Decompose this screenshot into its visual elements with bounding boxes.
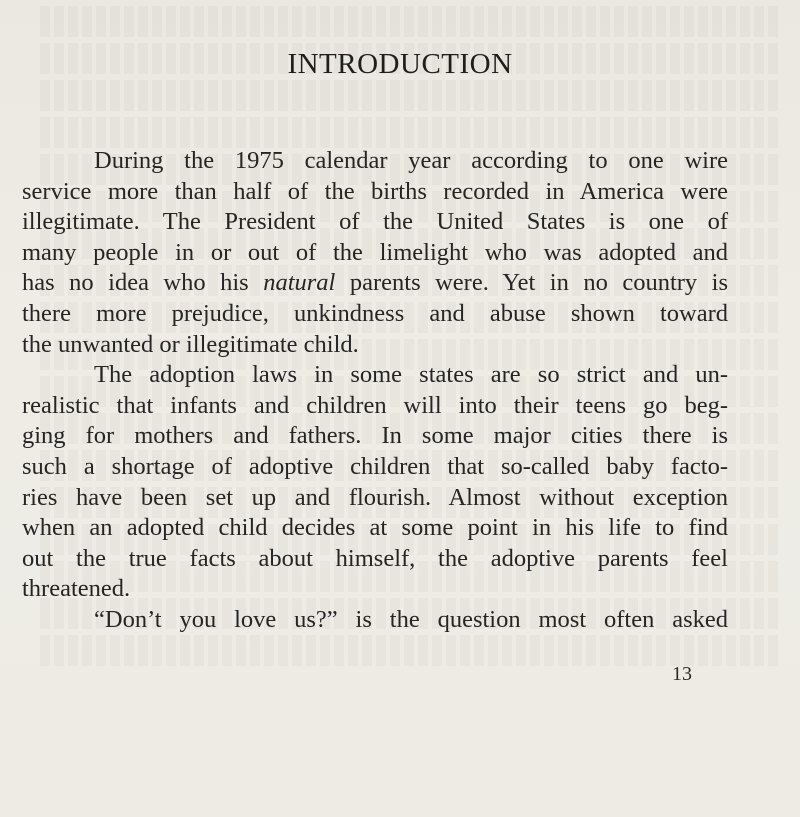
text-line: realistic that infants and children will into their teens go beg- xyxy=(22,391,728,419)
chapter-heading: INTRODUCTION xyxy=(287,48,513,80)
text-run: has no idea who his xyxy=(22,269,249,297)
text-line: threatened. xyxy=(22,575,131,603)
italic-word: natural xyxy=(263,269,336,297)
text-line: ging for mothers and fathers. In some major cities there is xyxy=(22,422,728,450)
text-line: During the 1975 calendar year according to one wire xyxy=(94,147,728,174)
body-text xyxy=(22,146,728,636)
text-line: the unwanted or illegitimate child. xyxy=(22,330,359,358)
text-line: such a shortage of adoptive children that so-called baby facto- xyxy=(22,452,728,480)
text-line: ries have been set up and flourish. Almost without exception xyxy=(22,483,728,511)
text-run: parents were. Yet in no country is xyxy=(349,269,729,297)
text-line: out the true facts about himself, the adoptive parents feel xyxy=(22,544,728,572)
text-line: there more prejudice, unkindness and abuse shown toward xyxy=(22,299,728,327)
text-line: “Don’t you love us?” is the question most often asked xyxy=(94,605,728,633)
page-number: 13 xyxy=(672,663,692,685)
text-line: The adoption laws in some states are so strict and un- xyxy=(94,361,728,389)
text-line: many people in or out of the limelight who was adopted and xyxy=(22,238,728,266)
text-line: service more than half of the births recorded in America were xyxy=(22,177,728,205)
text-line: illegitimate. The President of the United States is one of xyxy=(22,208,728,236)
text-line xyxy=(22,268,728,299)
text-line: when an adopted child decides at some point in his life to find xyxy=(22,514,728,542)
